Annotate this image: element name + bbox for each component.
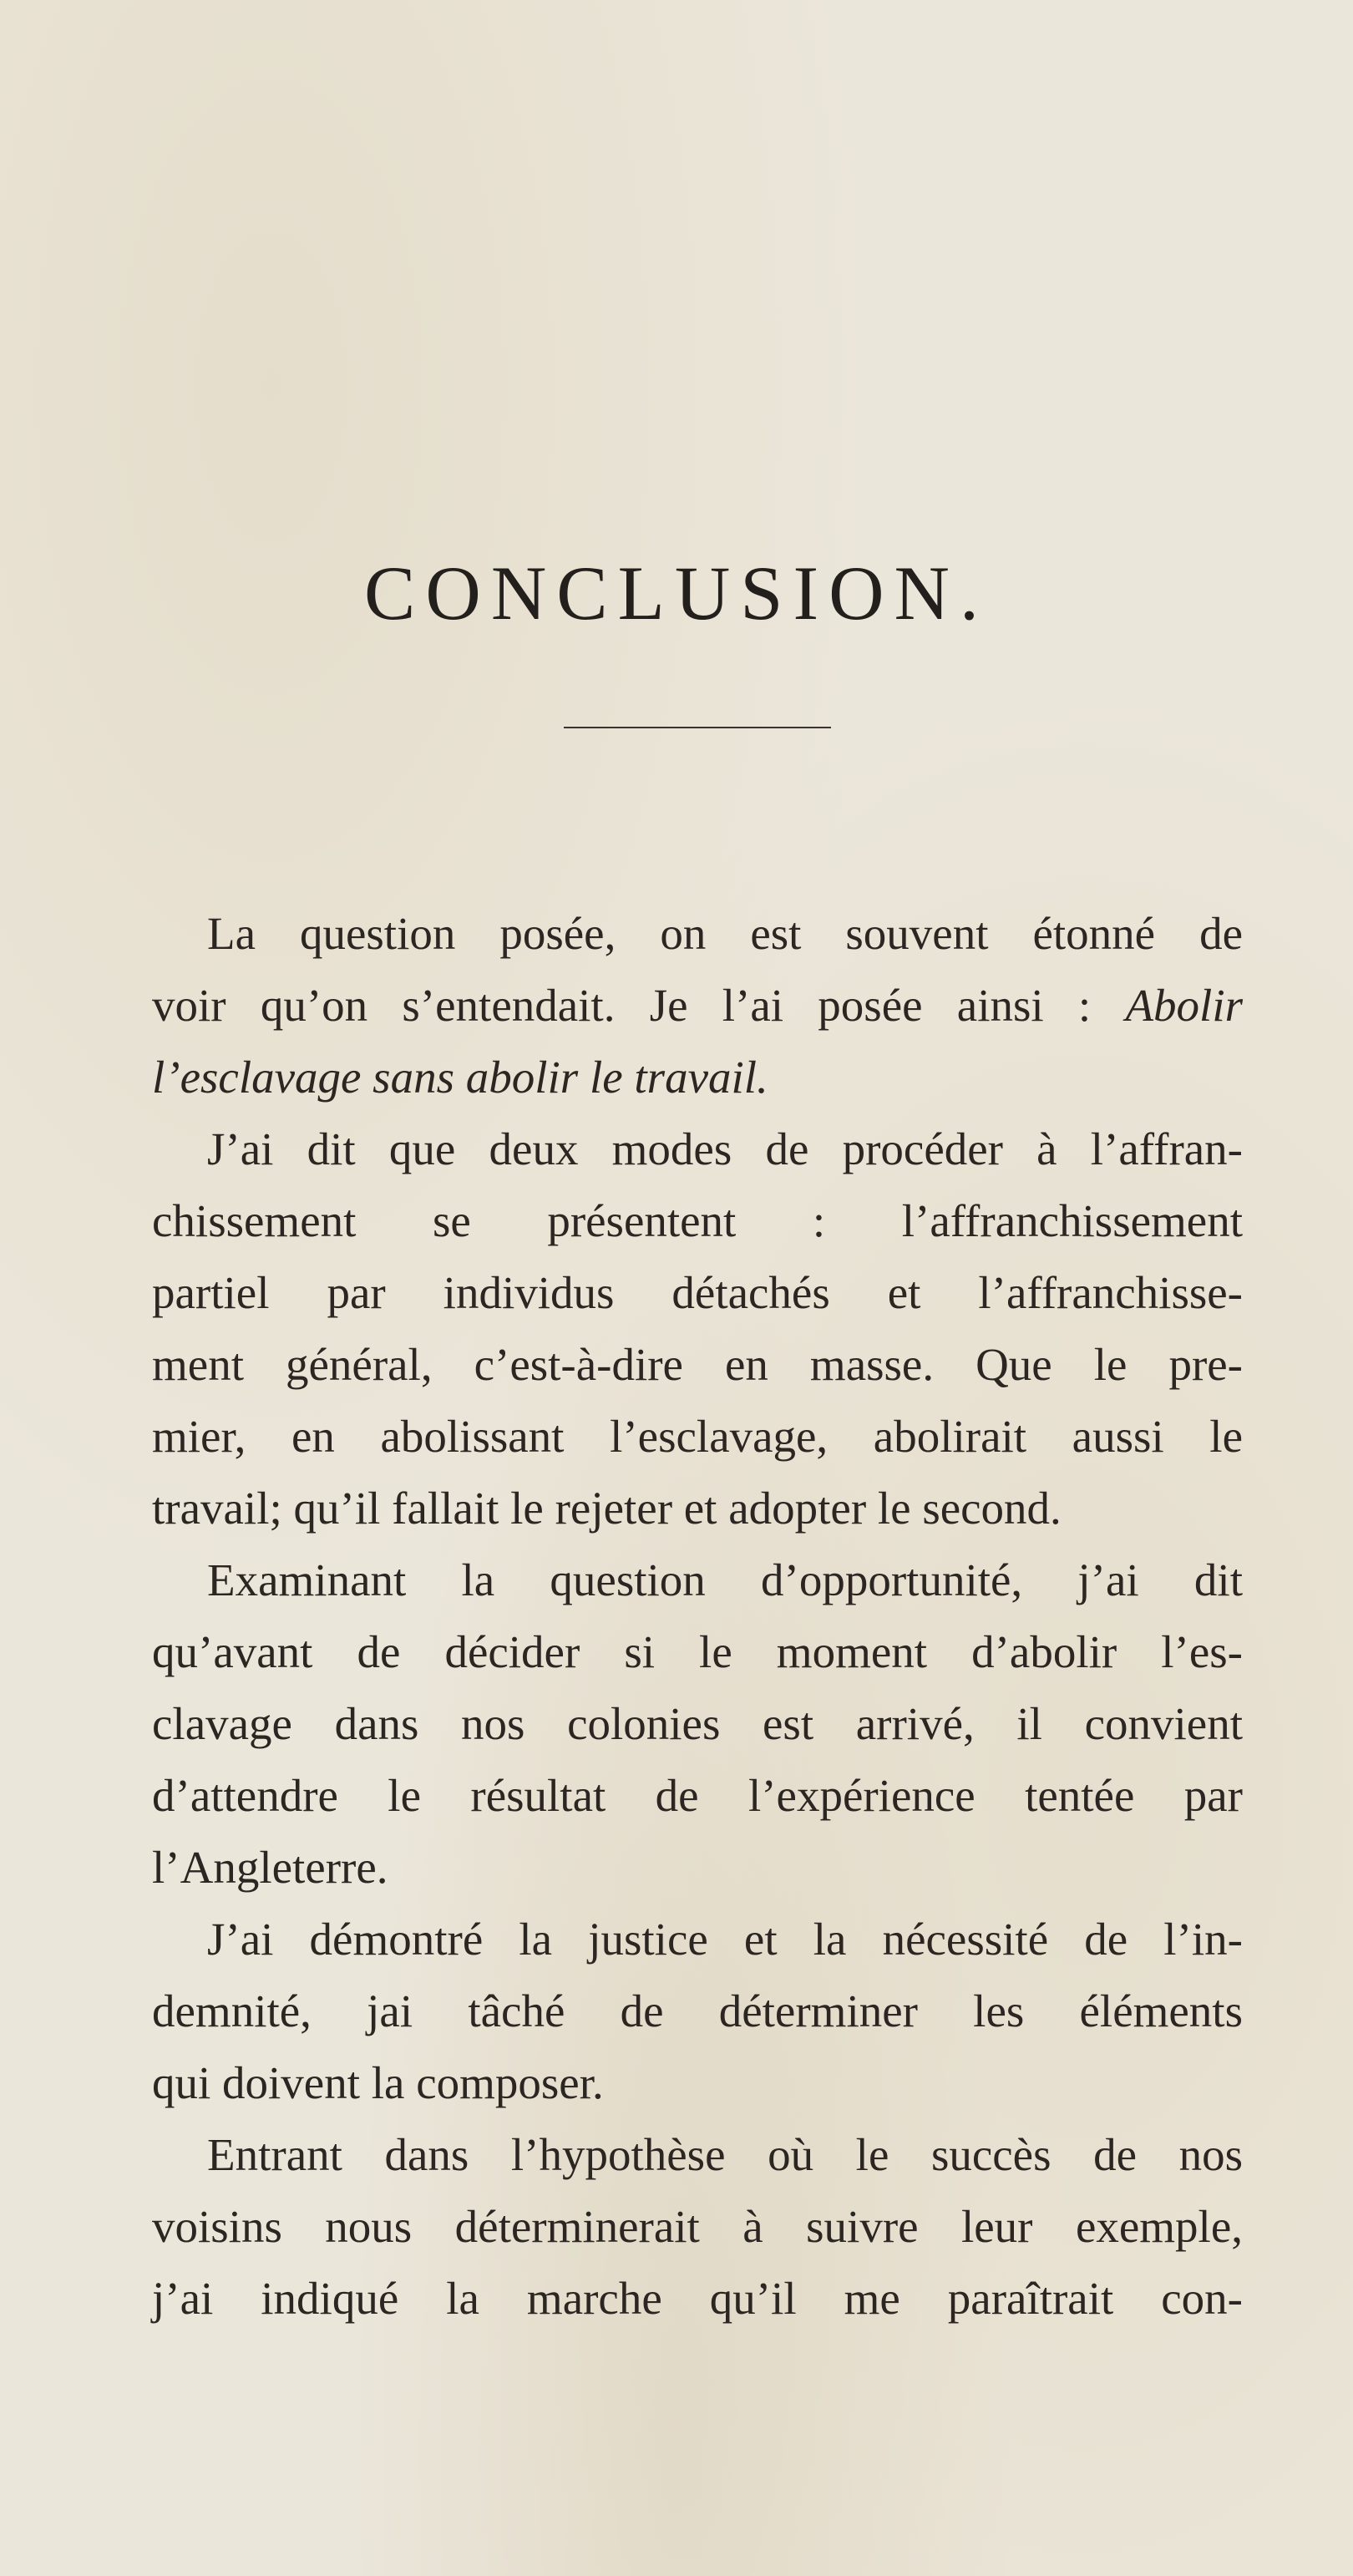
text-line: l’Angleterre. [152, 1842, 388, 1893]
text-line: j’ai indiqué la marche qu’il me paraîtrait con- [152, 2273, 1243, 2324]
text-line: Examinant la question d’opportunité, j’ai dit [207, 1554, 1243, 1605]
paragraph-3 [152, 1544, 1243, 1904]
paragraph-4 [152, 1904, 1243, 2119]
text-line: chissement se présentent : l’affranchissement [152, 1195, 1243, 1246]
italic-phrase: Abolir [1125, 980, 1243, 1031]
italic-phrase: l’esclavage sans abolir le travail. [152, 1052, 768, 1103]
text-line: Entrant dans l’hypothèse où le succès de nos [207, 2129, 1243, 2180]
text-line: demnité, jai tâché de déterminer les éléments [152, 1985, 1243, 2036]
text-line: d’attendre le résultat de l’expérience tentée par [152, 1770, 1243, 1821]
text-line: qu’avant de décider si le moment d’abolir l’es- [152, 1626, 1243, 1677]
paragraph-5 [152, 2119, 1243, 2335]
text-line: La question posée, on est souvent étonné de [207, 908, 1243, 959]
text-line: travail; qu’il fallait le rejeter et adopter le second. [152, 1483, 1062, 1534]
text-line: ment général, c’est-à-dire en masse. Que le pre- [152, 1339, 1243, 1390]
text-line: voisins nous déterminerait à suivre leur exemple, [152, 2201, 1243, 2252]
title-divider [564, 727, 831, 728]
text-line: J’ai démontré la justice et la nécessité de l’in- [207, 1914, 1243, 1965]
text-line: clavage dans nos colonies est arrivé, il convient [152, 1698, 1243, 1749]
text-line: qui doivent la composer. [152, 2057, 604, 2108]
text-line: mier, en abolissant l’esclavage, abolirait aussi le [152, 1411, 1243, 1462]
text-line: partiel par individus détachés et l’affranchisse- [152, 1267, 1243, 1318]
text-line: voir qu’on s’entendait. Je l’ai posée ainsi : Abolir [152, 980, 1243, 1031]
text-line [152, 1042, 1243, 1113]
text-line: J’ai dit que deux modes de procéder à l’affran- [207, 1123, 1243, 1174]
paragraph-2 [152, 1113, 1243, 1544]
chapter-title: CONCLUSION. [364, 550, 989, 636]
body-text [152, 898, 1243, 2335]
paragraph-1 [152, 898, 1243, 1113]
